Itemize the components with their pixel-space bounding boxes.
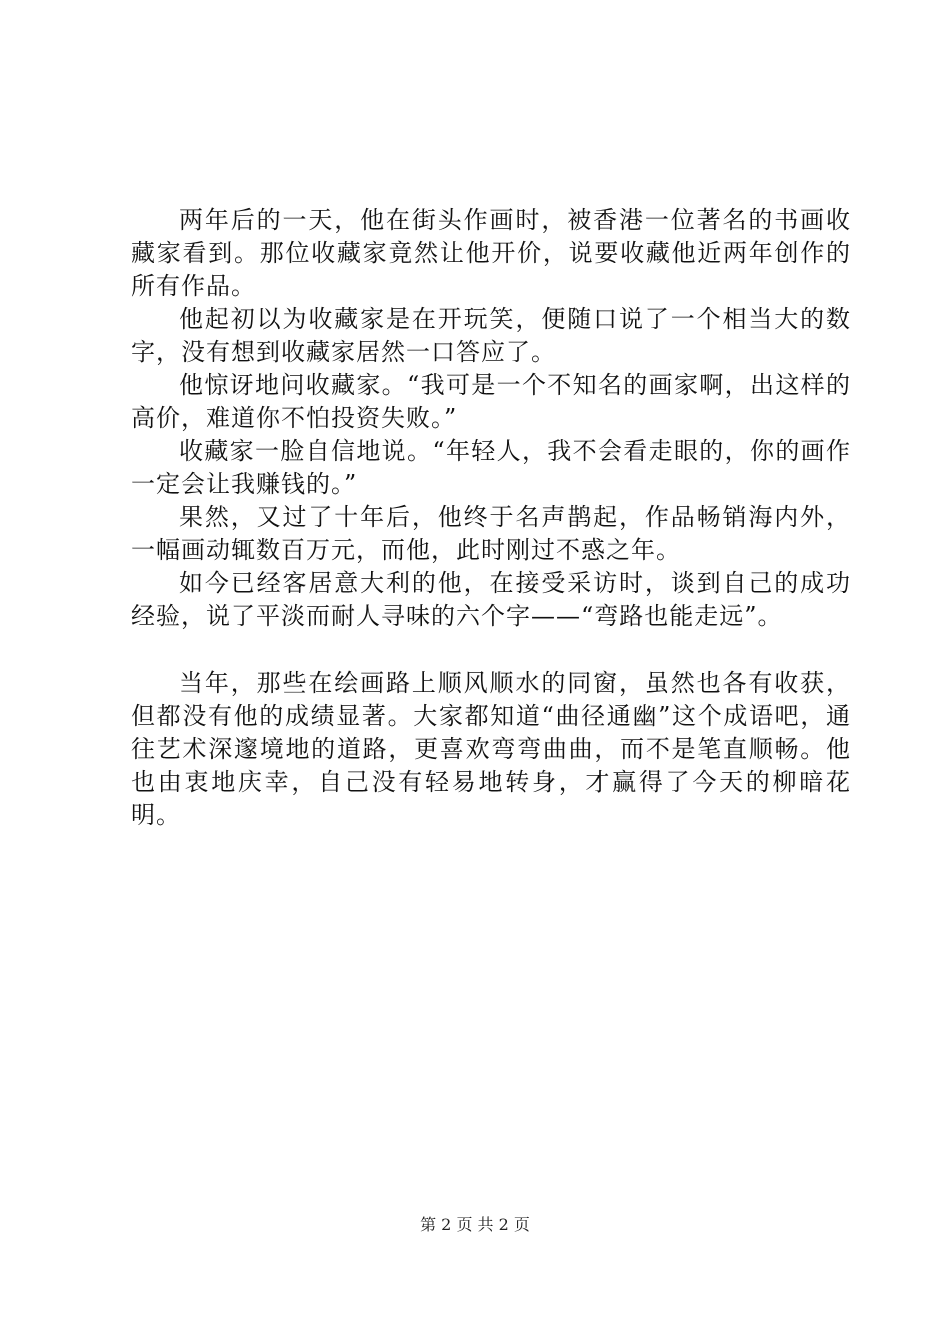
document-body (131, 204, 851, 832)
paragraph: 他起初以为收藏家是在开玩笑，便随口说了一个相当大的数字，没有想到收藏家居然一口答应了。 (131, 305, 851, 366)
paragraph: 两年后的一天，他在街头作画时，被香港一位著名的书画收藏家看到。那位收藏家竟然让他开价，说要收藏他近两年创作的所有作品。 (131, 206, 851, 300)
paragraph: 他惊讶地问收藏家。“我可是一个不知名的画家啊，出这样的高价，难道你不怕投资失败。” (131, 371, 851, 432)
paragraph-gap (131, 633, 851, 667)
page-footer (0, 1214, 950, 1236)
paragraph: 如今已经客居意大利的他，在接受采访时，谈到自己的成功经验，说了平淡而耐人寻味的六个字——“弯路也能走远”。 (131, 569, 851, 630)
paragraph: 果然，又过了十年后，他终于名声鹊起，作品畅销海内外，一幅画动辄数百万元，而他，此时刚过不惑之年。 (131, 503, 851, 564)
paragraph: 收藏家一脸自信地说。“年轻人，我不会看走眼的，你的画作一定会让我赚钱的。” (131, 437, 851, 498)
paragraph: 当年，那些在绘画路上顺风顺水的同窗，虽然也各有收获，但都没有他的成绩显著。大家都知道“曲径通幽”这个成语吧，通往艺术深邃境地的道路，更喜欢弯弯曲曲，而不是笔直顺畅。他也由衷地庆幸，自己没有轻易地转身，才赢得了今天的柳暗花明。 (131, 669, 851, 829)
page-number-label: 第 2 页 共 2 页 (420, 1215, 530, 1234)
